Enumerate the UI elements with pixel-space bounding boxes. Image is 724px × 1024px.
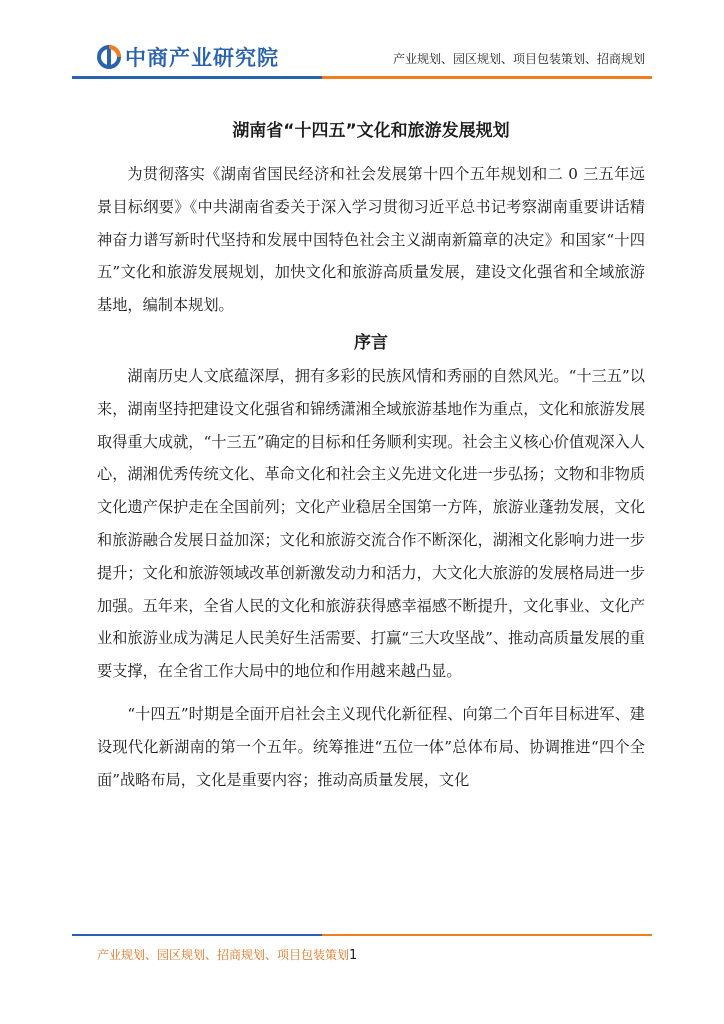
- logo-mark-icon: [97, 45, 121, 69]
- page-number: 1: [349, 948, 358, 963]
- section-heading-preface: 序言: [354, 332, 388, 353]
- intro-paragraph: 为贯彻落实《湖南省国民经济和社会发展第十四个五年规划和二 0 三五年远景目标纲要》《中共湖南省委关于深入学习贯彻习近平总书记考察湖南重要讲话精神奋力谱写新时代坚持和发展中国特色社会主义湖南新篇章的决定》和国家“十四五”文化和旅游发展规划，加快文化和旅游高质量发展，建设文化强省和全域旅游基地，编制本规划。: [97, 165, 645, 315]
- page-footer: [97, 946, 357, 963]
- header-tagline: 产业规划、园区规划、项目包装策划、招商规划: [392, 52, 645, 66]
- document-body: [97, 118, 645, 796]
- body-paragraph: 湖南历史人文底蕴深厚，拥有多彩的民族风情和秀丽的自然风光。“十三五”以来，湖南坚持把建设文化强省和锦绣潇湘全域旅游基地作为重点，文化和旅游发展取得重大成就，“十三五”确定的目标和任务顺利实现。社会主义核心价值观深入人心，湖湘优秀传统文化、革命文化和社会主义先进文化进一步弘扬；文物和非物质文化遗产保护走在全国前列；文化产业稳居全国第一方阵，旅游业蓬勃发展，文化和旅游融合发展日益加深；文化和旅游交流合作不断深化，湖湘文化影响力进一步提升；文化和旅游领域改革创新激发动力和活力，大文化大旅游的发展格局进一步加强。五年来，全省人民的文化和旅游获得感幸福感不断提升，文化事业、文化产业和旅游业成为满足人民美好生活需要、打赢“三大攻坚战”、推动高质量发展的重要支撑，在全省工作大局中的地位和作用越来越凸显。: [97, 366, 645, 681]
- footer-rule-blue: [72, 934, 322, 936]
- footer-tagline: 产业规划、园区规划、招商规划、项目包装策划: [97, 948, 350, 962]
- page-header: [0, 0, 724, 90]
- paragraph-spacer: [97, 688, 645, 698]
- document-title: 湖南省“十四五”文化和旅游发展规划: [232, 121, 510, 141]
- header-rule-blue: [72, 76, 322, 79]
- logo-text: 中商产业研究院: [125, 46, 279, 70]
- company-logo: [97, 42, 279, 72]
- header-rule-orange: [322, 76, 652, 79]
- body-paragraph: “十四五”时期是全面开启社会主义现代化新征程、向第二个百年目标进军、建设现代化新湖南的第一个五年。统筹推进“五位一体”总体布局、协调推进“四个全面”战略布局，文化是重要内容；推动高质量发展，文化: [97, 704, 645, 789]
- footer-rule-orange: [322, 934, 652, 936]
